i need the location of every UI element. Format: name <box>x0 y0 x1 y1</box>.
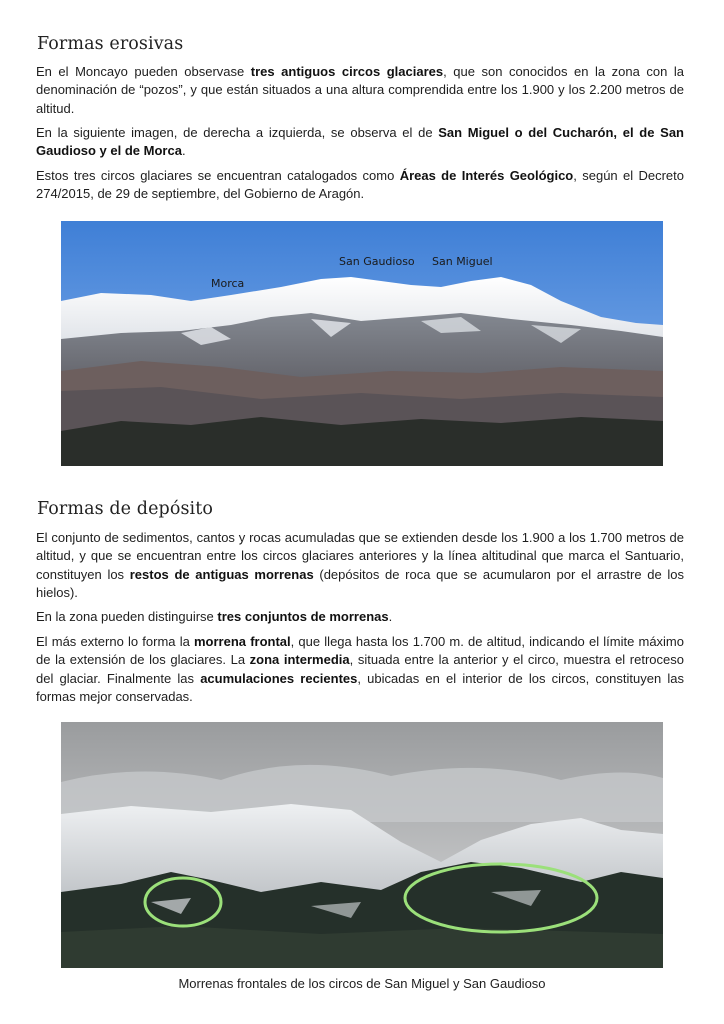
bold-text: acumulaciones recientes <box>200 670 358 686</box>
text-run: (depósitos de roca que se acumularon por el arrastre de los hielos). <box>36 566 684 601</box>
text-run: , que son conocidos en la zona con la denominación de “pozos”, y que están situados a una altura comprendida entre los 1.900 y los 2.200 metros de altitud. <box>36 64 685 116</box>
bold-text: restos de antiguas morrenas <box>129 566 314 582</box>
section-heading-erosivas: Formas erosivas <box>37 34 184 54</box>
paragraph <box>36 63 684 118</box>
text-run: . <box>181 143 186 159</box>
bold-text: tres conjuntos de morrenas <box>217 609 389 624</box>
text-run: Estos tres circos glaciares se encuentran catalogados como <box>36 168 400 183</box>
text-run: , según el Decreto 274/2015, de 29 de septiembre, del Gobierno de Aragón. <box>36 168 684 202</box>
photo-caption: Morrenas frontales de los circos de San Miguel y San Gaudioso <box>178 976 546 991</box>
bold-text: San Miguel o del Cucharón, el de San Gaudioso y el de Morca <box>36 125 684 159</box>
paragraph <box>36 124 684 161</box>
bold-text: tres antiguos circos glaciares <box>250 64 444 79</box>
text-run: , situada entre la anterior y el circo, muestra el retroceso del glaciar. Finalmente las <box>36 652 684 686</box>
moraines-illustration <box>61 722 663 968</box>
text-run: El conjunto de sedimentos, cantos y rocas acumuladas que se extienden desde los 1.900 a los 1.700 metros de altitud, y que se encuentran entre los circos glaciares anteriores y la línea altitudinal que marca el Santuario, constituyen los <box>36 530 684 582</box>
mountain-illustration <box>61 221 663 466</box>
paragraph <box>36 167 684 204</box>
text-run: El más externo lo forma la <box>36 634 194 649</box>
text-run: En la siguiente imagen, de derecha a izquierda, se observa el de <box>36 125 439 140</box>
text-run: , que llega hasta los 1.700 m. de altitud, indicando el límite máximo de la extensión de los glaciares. La <box>36 634 684 668</box>
text-run: En la zona pueden distinguirse <box>36 609 218 624</box>
section-heading-deposito: Formas de depósito <box>37 499 214 519</box>
bold-text: zona intermedia <box>249 652 350 668</box>
text-run: En el Moncayo pueden observase <box>36 64 251 79</box>
moncayo-peaks-photo <box>61 221 663 466</box>
paragraph <box>36 529 684 603</box>
paragraph <box>36 633 684 707</box>
label-san-gaudioso: San Gaudioso <box>339 255 415 268</box>
paragraph <box>36 608 684 626</box>
bold-text: Áreas de Interés Geológico <box>399 168 574 183</box>
text-run: . <box>388 609 393 624</box>
label-san-miguel: San Miguel <box>432 255 493 268</box>
moraines-photo <box>61 722 663 968</box>
bold-text: morrena frontal <box>194 634 291 649</box>
label-morca: Morca <box>211 277 245 290</box>
text-run: , ubicadas en el interior de los circos, constituyen las formas mejor conservadas. <box>36 670 684 705</box>
